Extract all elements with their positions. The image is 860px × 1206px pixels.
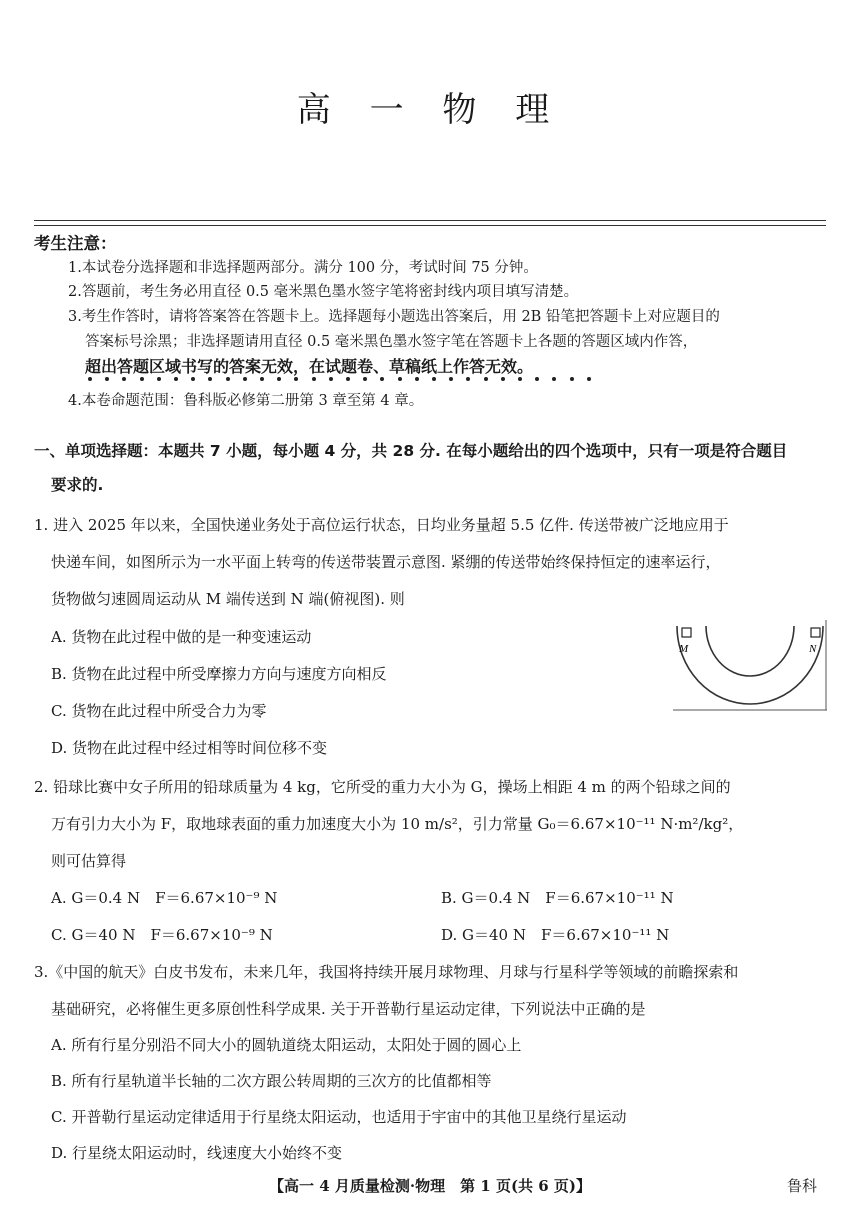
q1-option-a: A. 货物在此过程中做的是一种变速运动 xyxy=(51,628,312,646)
emphasis-dot xyxy=(466,377,470,381)
exam-title: 高 一 物 理 xyxy=(296,90,564,130)
cargo-box-n xyxy=(811,628,820,637)
emphasis-dot xyxy=(415,377,419,381)
q3-line-2: 基础研究，必将催生更多原创性科学成果. 关于开普勒行星运动定律，下列说法中正确的是 xyxy=(51,1000,646,1018)
q2-option-c: C. G＝40 N F＝6.67×10⁻⁹ N xyxy=(51,926,273,944)
emphasis-dot xyxy=(122,377,126,381)
q1-line-1: 1. 进入 2025 年以来，全国快递业务处于高位运行状态，日均业务量超 5.5 亿件. 传送带被广泛地应用于 xyxy=(34,516,729,534)
emphasis-dot xyxy=(535,377,539,381)
belt-outer-arc xyxy=(677,626,823,704)
emphasis-dot xyxy=(552,377,556,381)
page-footer: 【高一 4 月质量检测·物理 第 1 页(共 6 页)】 xyxy=(268,1177,592,1195)
emphasis-dot xyxy=(260,377,264,381)
header-rule xyxy=(34,220,826,221)
q1-option-d: D. 货物在此过程中经过相等时间位移不变 xyxy=(51,739,328,757)
q1-line-3: 货物做匀速圆周运动从 M 端传送到 N 端(俯视图). 则 xyxy=(51,590,405,608)
emphasis-dot xyxy=(105,377,109,381)
notice-heading: 考生注意： xyxy=(34,234,117,253)
q2-option-a: A. G＝0.4 N F＝6.67×10⁻⁹ N xyxy=(51,889,278,907)
q2-option-d: D. G＝40 N F＝6.67×10⁻¹¹ N xyxy=(441,926,670,944)
emphasis-dot xyxy=(191,377,195,381)
notice-warning: 超出答题区域书写的答案无效，在试题卷、草稿纸上作答无效。 xyxy=(85,357,534,376)
q3-option-b: B. 所有行星轨道半长轴的二次方跟公转周期的三次方的比值都相等 xyxy=(51,1072,492,1090)
label-n: N xyxy=(809,643,817,655)
q3-line-1: 3.《中国的航天》白皮书发布，未来几年，我国将持续开展月球物理、月球与行星科学等领域的前瞻探索和 xyxy=(34,963,739,981)
notice-item-3-cont: 答案标号涂黑；非选择题请用直径 0.5 毫米黑色墨水签字笔在答题卡上各题的答题区域内作答， xyxy=(85,334,698,350)
emphasis-dot xyxy=(449,377,453,381)
emphasis-dot xyxy=(88,377,92,381)
emphasis-dot xyxy=(208,377,212,381)
q3-option-d: D. 行星绕太阳运动时，线速度大小始终不变 xyxy=(51,1144,343,1162)
emphasis-dot xyxy=(484,377,488,381)
emphasis-dot xyxy=(174,377,178,381)
notice-item-4: 4.本卷命题范围：鲁科版必修第二册第 3 章至第 4 章。 xyxy=(68,393,424,409)
emphasis-dot xyxy=(329,377,333,381)
emphasis-dot xyxy=(294,377,298,381)
emphasis-dot xyxy=(570,377,574,381)
q2-option-b: B. G＝0.4 N F＝6.67×10⁻¹¹ N xyxy=(441,889,674,907)
belt-inner-arc xyxy=(706,626,794,676)
emphasis-dots xyxy=(88,377,608,383)
notice-item-1: 1.本试卷分选择题和非选择题两部分。满分 100 分，考试时间 75 分钟。 xyxy=(68,260,538,276)
q3-option-a: A. 所有行星分别沿不同大小的圆轨道绕太阳运动，太阳处于圆的圆心上 xyxy=(51,1036,522,1054)
header-rule-thin xyxy=(34,225,826,226)
q3-option-c: C. 开普勒行星运动定律适用于行星绕太阳运动，也适用于宇宙中的其他卫星绕行星运动 xyxy=(51,1108,627,1126)
emphasis-dot xyxy=(243,377,247,381)
section-heading-cont: 要求的. xyxy=(51,476,104,494)
emphasis-dot xyxy=(501,377,505,381)
notice-item-3: 3.考生作答时，请将答案答在答题卡上。选择题每小题选出答案后，用 2B 铅笔把答题卡上对应题目的 xyxy=(68,309,720,325)
q2-line-3: 则可估算得 xyxy=(51,852,127,870)
conveyor-belt-diagram xyxy=(673,620,827,712)
emphasis-dot xyxy=(432,377,436,381)
emphasis-dot xyxy=(277,377,281,381)
footer-edition: 鲁科 xyxy=(787,1177,818,1195)
emphasis-dot xyxy=(346,377,350,381)
emphasis-dot xyxy=(157,377,161,381)
emphasis-dot xyxy=(587,377,591,381)
label-m: M xyxy=(679,643,689,655)
emphasis-dot xyxy=(398,377,402,381)
q2-line-2: 万有引力大小为 F，取地球表面的重力加速度大小为 10 m/s²，引力常量 G₀＝6.67×10⁻¹¹ N·m²/kg²， xyxy=(51,815,744,833)
q1-option-b: B. 货物在此过程中所受摩擦力方向与速度方向相反 xyxy=(51,665,387,683)
cargo-box-m xyxy=(682,628,691,637)
emphasis-dot xyxy=(140,377,144,381)
emphasis-dot xyxy=(312,377,316,381)
emphasis-dot xyxy=(226,377,230,381)
q1-option-c: C. 货物在此过程中所受合力为零 xyxy=(51,702,267,720)
emphasis-dot xyxy=(518,377,522,381)
q2-line-1: 2. 铅球比赛中女子所用的铅球质量为 4 kg，它所受的重力大小为 G，操场上相距 4 m 的两个铅球之间的 xyxy=(34,778,731,796)
q1-line-2: 快递车间，如图所示为一水平面上转弯的传送带装置示意图. 紧绷的传送带始终保持恒定的速率运行， xyxy=(51,553,721,571)
section-heading: 一、单项选择题：本题共 7 小题，每小题 4 分，共 28 分. 在每小题给出的四个选项中，只有一项是符合题目 xyxy=(34,442,788,460)
emphasis-dot xyxy=(363,377,367,381)
notice-item-2: 2.答题前，考生务必用直径 0.5 毫米黑色墨水签字笔将密封线内项目填写清楚。 xyxy=(68,284,579,300)
emphasis-dot xyxy=(380,377,384,381)
